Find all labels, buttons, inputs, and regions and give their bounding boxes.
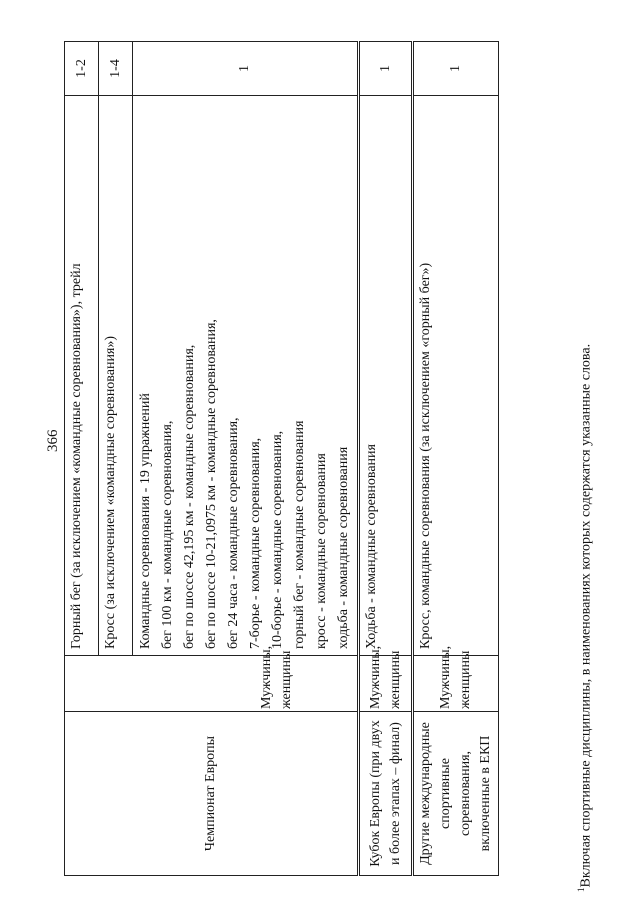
team-discipline-line: бег 24 часа - командные соревнования,	[226, 417, 241, 649]
team-discipline-line: бег по шоссе 10-21,0975 км - командные соревнования,	[204, 319, 219, 649]
team-discipline-line: ходьба - командные соревнования	[336, 446, 351, 649]
page-number: 366	[45, 429, 61, 452]
team-discipline-line: 10-борье - командные соревнования,	[270, 430, 285, 649]
table-row	[359, 42, 413, 876]
footnote-text: Включая спортивные дисциплины, в наименованиях которых содержатся указанные слова.	[578, 343, 594, 888]
participants-europe-championship: Мужчины, женщины	[65, 656, 359, 712]
results-table	[64, 41, 499, 876]
table-row	[413, 42, 499, 876]
footnote	[572, 252, 596, 892]
competition-europe-championship: Чемпионат Европы	[65, 712, 359, 876]
participants-europe-cup: Мужчины, женщины	[359, 656, 413, 712]
team-discipline-line: горный бег - командные соревнования	[292, 420, 307, 649]
team-discipline-line: кросс - командные соревнования	[314, 453, 329, 649]
discipline-cell: Кросс (за исключением «командные соревнования»)	[99, 96, 133, 656]
rotated-table-wrapper	[64, 42, 493, 876]
footnote-marker: 1	[576, 887, 586, 892]
place-cell: 1-2	[65, 42, 99, 96]
discipline-cell: Кросс, командные соревнования (за исключением «горный бег»)	[413, 96, 499, 656]
participants-other: Мужчины, женщины	[413, 656, 499, 712]
team-discipline-line: бег по шоссе 42,195 км - командные соревнования,	[182, 344, 197, 649]
team-discipline-line: 7-борье - командные соревнования,	[248, 437, 263, 649]
team-disciplines-cell	[133, 96, 359, 656]
discipline-cell: Ходьба - командные соревнования	[359, 96, 413, 656]
table-row	[65, 42, 99, 876]
place-cell: 1-4	[99, 42, 133, 96]
competition-other: Другие международные спортивные соревнования, включенные в ЕКП	[413, 712, 499, 876]
place-cell: 1	[413, 42, 499, 96]
discipline-cell: Горный бег (за исключением «командные соревнования»), трейл	[65, 96, 99, 656]
competition-europe-cup: Кубок Европы (при двух и более этапах – финал)	[359, 712, 413, 876]
place-cell: 1	[133, 42, 359, 96]
team-discipline-line: Командные соревнования - 19 упражнений	[138, 393, 153, 649]
place-cell: 1	[359, 42, 413, 96]
team-discipline-line: бег 100 км - командные соревнования,	[160, 420, 175, 649]
